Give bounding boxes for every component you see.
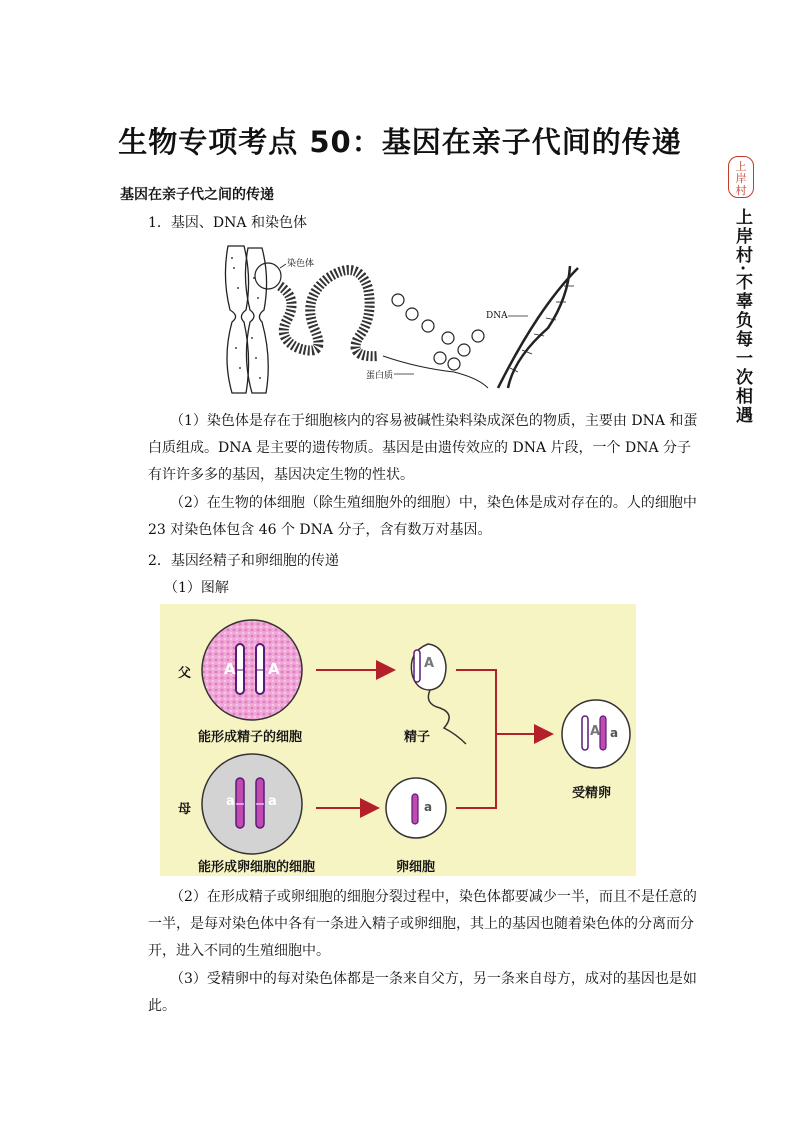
- egg-gene-a: a: [424, 800, 433, 814]
- label-sperm-source: 能形成精子的细胞: [198, 730, 303, 745]
- gene-a-right: a: [268, 794, 277, 809]
- paragraph-3: （2）在形成精子或卵细胞的细胞分裂过程中，染色体都要减少一半，而且不是任意的一半，是每对染色体中各有一条进入精子或卵细胞，其上的基因也随着染色体的分离而分开，进入不同的生殖细胞中。: [148, 889, 697, 959]
- side-slogan: 上岸村·不辜负每一次相遇: [732, 208, 752, 425]
- gene-A-right: A: [268, 660, 280, 678]
- paragraph-1: （1）染色体是存在于细胞核内的容易被碱性染料染成深色的物质，主要由 DNA 和蛋白质组成。DNA 是主要的遗传物质。基因是由遗传效应的 DNA 片段，一个 DNA 分子有许许多多的基因，基因决定生物的性状。: [148, 413, 698, 483]
- subheading-2-1: （1）图解: [164, 580, 229, 596]
- zygote-gene-a: a: [610, 726, 619, 740]
- subheading-2: 2．基因经精子和卵细胞的传递: [148, 553, 339, 569]
- label-dna: DNA: [486, 311, 508, 321]
- gene-transmission-figure: [160, 604, 636, 876]
- zygote-gene-A: A: [590, 724, 601, 739]
- subheading-1: 1．基因、DNA 和染色体: [148, 215, 307, 231]
- gene-a-left: a: [226, 794, 235, 809]
- gene-A-left: A: [224, 660, 236, 678]
- chromosome-dna-figure: [218, 238, 598, 400]
- label-egg-source: 能形成卵细胞的细胞: [198, 860, 316, 875]
- label-egg: 卵细胞: [396, 860, 436, 875]
- label-mother: 母: [178, 802, 192, 817]
- label-zygote: 受精卵: [572, 786, 612, 801]
- paragraph-2: （2）在生物的体细胞（除生殖细胞外的细胞）中，染色体是成对存在的。人的细胞中 23 对染色体包含 46 个 DNA 分子，含有数万对基因。: [148, 495, 697, 538]
- label-father: 父: [178, 666, 192, 681]
- page-title: 生物专项考点 50：基因在亲子代间的传递: [118, 125, 682, 159]
- paragraph-4: （3）受精卵中的每对染色体都是一条来自父方，另一条来自母方，成对的基因也是如此。: [148, 971, 697, 1014]
- sperm-gene-A: A: [424, 656, 435, 671]
- section-heading: 基因在亲子代之间的传递: [120, 187, 274, 203]
- father-cell: [202, 620, 302, 720]
- brand-seal-logo: 上 岸 村: [728, 156, 754, 198]
- label-chromosome: 染色体: [287, 259, 315, 269]
- label-sperm: 精子: [404, 730, 431, 745]
- chromosome-shape: [225, 246, 268, 393]
- label-protein: 蛋白质: [366, 371, 394, 381]
- mother-cell: [202, 754, 302, 854]
